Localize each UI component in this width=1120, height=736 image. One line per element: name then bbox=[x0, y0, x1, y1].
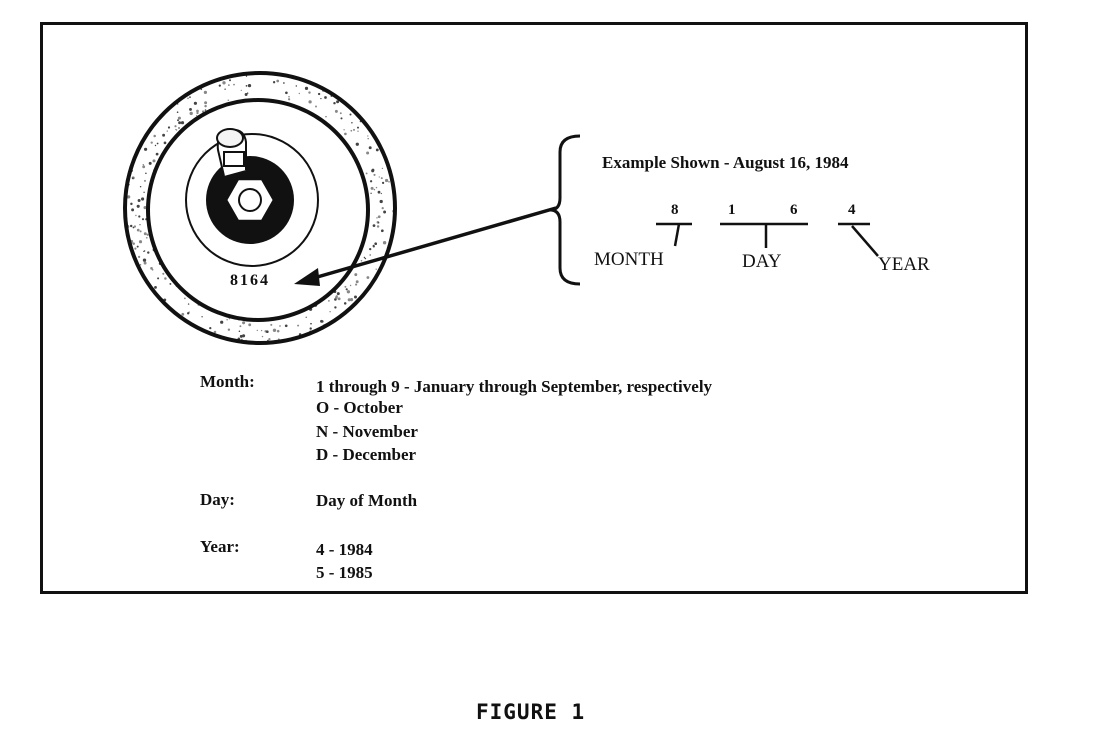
speckle-dot bbox=[380, 200, 383, 203]
speckle-dot bbox=[369, 248, 371, 250]
speckle-dot bbox=[305, 87, 308, 90]
speckle-dot bbox=[134, 225, 136, 227]
speckle-dot bbox=[233, 84, 235, 86]
legend-term-month: Month: bbox=[200, 372, 255, 391]
speckle-dot bbox=[140, 230, 142, 232]
speckle-dot bbox=[325, 116, 326, 117]
pointer-arrow bbox=[294, 208, 556, 286]
speckle-dot bbox=[187, 97, 189, 99]
speckle-dot bbox=[355, 284, 357, 286]
speckle-dot bbox=[152, 269, 154, 271]
speckle-dot bbox=[381, 193, 382, 194]
speckle-dot bbox=[139, 240, 142, 243]
speckle-dot bbox=[144, 180, 146, 182]
speckle-dot bbox=[138, 215, 140, 217]
speckle-dot bbox=[246, 76, 247, 77]
month-label: MONTH bbox=[594, 249, 664, 270]
speckle-dot bbox=[285, 91, 288, 94]
speckle-dot bbox=[334, 306, 336, 308]
speckle-dot bbox=[137, 229, 140, 232]
speckle-dot bbox=[273, 329, 276, 332]
year-digit: 4 bbox=[848, 202, 856, 218]
speckle-dot bbox=[382, 207, 384, 209]
legend-line: 4 - 1984 bbox=[316, 540, 373, 559]
speckle-dot bbox=[369, 146, 372, 149]
speckle-dot bbox=[181, 121, 184, 124]
speckle-dot bbox=[366, 276, 369, 279]
speckle-dot bbox=[134, 248, 136, 250]
speckle-dot bbox=[276, 80, 279, 83]
speckle-dot bbox=[228, 84, 229, 85]
legend-line: O - October bbox=[316, 398, 403, 417]
speckle-dot bbox=[376, 269, 377, 270]
year-tick bbox=[852, 226, 878, 256]
speckle-dot bbox=[177, 111, 179, 113]
speckle-dot bbox=[242, 321, 245, 324]
speckle-dot bbox=[385, 179, 388, 182]
speckle-dot bbox=[184, 298, 186, 300]
speckle-dot bbox=[168, 126, 170, 128]
speckle-dot bbox=[299, 93, 300, 94]
speckle-dot bbox=[153, 135, 156, 138]
day-digit-2: 6 bbox=[790, 202, 798, 218]
speckle-dot bbox=[178, 127, 180, 129]
speckle-dot bbox=[130, 203, 132, 205]
speckle-dot bbox=[351, 122, 353, 124]
arrow-shaft bbox=[300, 208, 556, 282]
speckle-dot bbox=[273, 81, 275, 83]
speckle-dot bbox=[220, 321, 223, 324]
speckle-dot bbox=[337, 292, 340, 295]
speckle-dot bbox=[248, 84, 251, 87]
legend-line: N - November bbox=[316, 422, 418, 441]
figure-caption: FIGURE 1 bbox=[476, 700, 586, 724]
legend-line: 1 through 9 - January through September, respectively bbox=[316, 377, 713, 396]
speckle-dot bbox=[343, 129, 344, 130]
speckle-dot bbox=[246, 85, 248, 87]
speckle-dot bbox=[188, 303, 189, 304]
speckle-dot bbox=[149, 162, 152, 165]
speckle-dot bbox=[367, 135, 368, 136]
speckle-dot bbox=[383, 241, 386, 244]
speckle-dot bbox=[154, 286, 157, 289]
speckle-dot bbox=[366, 151, 369, 154]
speckle-dot bbox=[178, 117, 181, 120]
speckle-dot bbox=[378, 215, 381, 218]
speckle-dot bbox=[357, 131, 358, 132]
speckle-dot bbox=[378, 191, 381, 194]
speckle-dot bbox=[204, 91, 207, 94]
speckle-dot bbox=[306, 317, 307, 318]
speckle-dot bbox=[285, 324, 288, 327]
legend-line: 5 - 1985 bbox=[316, 563, 373, 582]
speckle-dot bbox=[373, 174, 375, 176]
speckle-dot bbox=[164, 277, 167, 280]
speckle-dot bbox=[140, 264, 142, 266]
speckle-dot bbox=[356, 143, 359, 146]
speckle-dot bbox=[335, 110, 338, 113]
speckle-dot bbox=[139, 224, 140, 225]
speckle-dot bbox=[261, 330, 262, 331]
speckle-dot bbox=[308, 91, 310, 93]
speckle-dot bbox=[266, 330, 269, 333]
speckle-dot bbox=[333, 102, 335, 104]
speckle-dot bbox=[138, 256, 140, 258]
speckle-dot bbox=[279, 325, 281, 327]
speckle-dot bbox=[196, 115, 197, 116]
speckle-dot bbox=[239, 330, 241, 332]
speckle-dot bbox=[196, 110, 199, 113]
speckle-dot bbox=[190, 112, 193, 115]
speckle-dot bbox=[381, 229, 384, 232]
speckle-dot bbox=[338, 297, 341, 300]
speckle-dot bbox=[315, 106, 317, 108]
speckle-dot bbox=[201, 316, 202, 317]
speckle-dot bbox=[241, 90, 242, 91]
speckle-dot bbox=[318, 93, 320, 95]
example-title: Example Shown - August 16, 1984 bbox=[602, 153, 849, 172]
speckle-dot bbox=[344, 302, 347, 305]
speckle-dot bbox=[297, 325, 299, 327]
speckle-dot bbox=[365, 258, 367, 260]
speckle-dot bbox=[143, 164, 144, 165]
speckle-dot bbox=[350, 285, 351, 286]
speckle-dot bbox=[189, 96, 191, 98]
speckle-dot bbox=[344, 286, 346, 288]
legend-term-day: Day: bbox=[200, 490, 235, 509]
speckle-dot bbox=[141, 197, 144, 200]
speckle-dot bbox=[367, 138, 369, 140]
speckle-dot bbox=[262, 336, 263, 337]
speckle-dot bbox=[257, 330, 258, 331]
speckle-dot bbox=[178, 121, 181, 124]
speckle-dot bbox=[328, 300, 330, 302]
speckle-dot bbox=[308, 100, 311, 103]
speckle-dot bbox=[157, 277, 159, 279]
speckle-dot bbox=[174, 125, 176, 127]
speckle-dot bbox=[130, 225, 132, 227]
speckle-dot bbox=[175, 129, 176, 130]
day-digit-1: 1 bbox=[728, 202, 736, 218]
arrow-head bbox=[294, 268, 320, 286]
speckle-dot bbox=[288, 98, 290, 100]
speckle-dot bbox=[310, 327, 312, 329]
speckle-dot bbox=[346, 288, 348, 290]
speckle-dot bbox=[143, 192, 144, 193]
legend-line: Day of Month bbox=[316, 491, 418, 510]
legend-term-year: Year: bbox=[200, 537, 240, 556]
speckle-dot bbox=[157, 143, 159, 145]
speckle-dot bbox=[336, 100, 339, 103]
speckle-dot bbox=[138, 199, 141, 202]
speckle-dot bbox=[187, 312, 189, 314]
speckle-dot bbox=[177, 119, 179, 121]
speckle-dot bbox=[164, 142, 167, 145]
speckle-dot bbox=[344, 133, 347, 136]
speckle-dot bbox=[189, 108, 192, 111]
speckle-dot bbox=[132, 242, 135, 245]
month-tick bbox=[675, 224, 679, 246]
speckle-dot bbox=[140, 186, 141, 187]
speckle-dot bbox=[369, 254, 371, 256]
speckle-dot bbox=[354, 296, 357, 299]
curly-brace bbox=[550, 136, 580, 284]
fitting-drawing bbox=[125, 73, 395, 343]
speckle-dot bbox=[347, 290, 350, 293]
speckle-dot bbox=[228, 99, 229, 100]
speckle-dot bbox=[131, 208, 134, 211]
speckle-dot bbox=[239, 325, 241, 327]
speckle-dot bbox=[240, 335, 243, 338]
speckle-dot bbox=[245, 93, 248, 96]
speckle-dot bbox=[388, 181, 390, 183]
speckle-dot bbox=[146, 237, 148, 239]
speckle-dot bbox=[142, 165, 145, 168]
speckle-dot bbox=[143, 251, 144, 252]
speckle-dot bbox=[350, 130, 352, 132]
speckle-dot bbox=[277, 330, 280, 333]
speckle-dot bbox=[371, 187, 374, 190]
speckle-dot bbox=[361, 260, 363, 262]
speckle-dot bbox=[378, 222, 380, 224]
speckle-dot bbox=[209, 327, 211, 329]
speckle-dot bbox=[270, 324, 272, 326]
speckle-dot bbox=[144, 148, 147, 151]
speckle-dot bbox=[366, 172, 368, 174]
speckle-dot bbox=[373, 224, 376, 227]
speckle-dot bbox=[204, 105, 206, 107]
grease-nipple-icon bbox=[217, 129, 243, 147]
hex-nut-bore bbox=[239, 189, 261, 211]
day-label: DAY bbox=[742, 251, 782, 272]
fitting-collar bbox=[224, 152, 244, 166]
speckle-dot bbox=[354, 273, 357, 276]
speckle-dot bbox=[143, 259, 146, 262]
speckle-dot bbox=[169, 283, 171, 285]
speckle-dot bbox=[248, 323, 251, 326]
speckle-dot bbox=[144, 262, 147, 265]
speckle-dot bbox=[296, 85, 297, 86]
speckle-dot bbox=[383, 211, 386, 214]
speckle-dot bbox=[379, 176, 380, 177]
month-digit: 8 bbox=[671, 202, 679, 218]
speckle-dot bbox=[205, 109, 207, 111]
speckle-dot bbox=[373, 245, 375, 247]
legend-line: D - December bbox=[316, 445, 417, 464]
speckle-dot bbox=[162, 134, 165, 137]
speckle-dot bbox=[370, 180, 372, 182]
speckle-dot bbox=[320, 98, 321, 99]
speckle-dot bbox=[137, 246, 139, 248]
speckle-dot bbox=[152, 159, 155, 162]
speckle-dot bbox=[224, 88, 225, 89]
speckle-dot bbox=[132, 177, 134, 179]
speckle-dot bbox=[228, 329, 230, 331]
speckle-dot bbox=[145, 173, 147, 175]
code-stamp: 8164 bbox=[230, 272, 270, 289]
speckle-dot bbox=[162, 273, 164, 275]
speckle-dot bbox=[376, 187, 377, 188]
speckle-dot bbox=[142, 218, 144, 220]
speckle-dot bbox=[320, 320, 323, 323]
speckle-dot bbox=[349, 113, 351, 115]
speckle-dot bbox=[137, 205, 140, 208]
speckle-dot bbox=[370, 193, 371, 194]
speckle-dot bbox=[135, 215, 136, 216]
speckle-dot bbox=[340, 117, 342, 119]
speckle-dot bbox=[204, 101, 207, 104]
speckle-dot bbox=[382, 182, 384, 184]
speckle-dot bbox=[374, 242, 377, 245]
speckle-dot bbox=[283, 82, 285, 84]
speckle-dot bbox=[374, 189, 375, 190]
speckle-dot bbox=[310, 323, 312, 325]
speckle-dot bbox=[219, 84, 221, 86]
speckle-dot bbox=[147, 251, 149, 253]
speckle-dot bbox=[324, 96, 327, 99]
speckle-dot bbox=[340, 112, 342, 114]
speckle-dot bbox=[356, 280, 359, 283]
speckle-dot bbox=[229, 79, 231, 81]
speckle-dot bbox=[381, 177, 383, 179]
speckle-dot bbox=[357, 127, 359, 129]
speckle-dot bbox=[353, 129, 355, 131]
speckle-dot bbox=[144, 232, 147, 235]
speckle-dot bbox=[147, 234, 149, 236]
speckle-dot bbox=[376, 217, 377, 218]
speckle-dot bbox=[226, 319, 227, 320]
speckle-dot bbox=[382, 168, 383, 169]
speckle-dot bbox=[194, 102, 197, 105]
speckle-dot bbox=[156, 153, 159, 156]
speckle-dot bbox=[151, 141, 153, 143]
speckle-dot bbox=[377, 225, 379, 227]
speckle-dot bbox=[348, 298, 351, 301]
speckle-dot bbox=[181, 313, 184, 316]
speckle-dot bbox=[288, 96, 290, 98]
year-label: YEAR bbox=[878, 254, 930, 275]
speckle-dot bbox=[222, 81, 225, 84]
speckle-dot bbox=[155, 145, 156, 146]
speckle-dot bbox=[335, 296, 338, 299]
speckle-dot bbox=[376, 148, 379, 151]
speckle-dot bbox=[167, 130, 168, 131]
speckle-dot bbox=[268, 338, 270, 340]
speckle-dot bbox=[329, 311, 330, 312]
speckle-dot bbox=[372, 169, 375, 172]
